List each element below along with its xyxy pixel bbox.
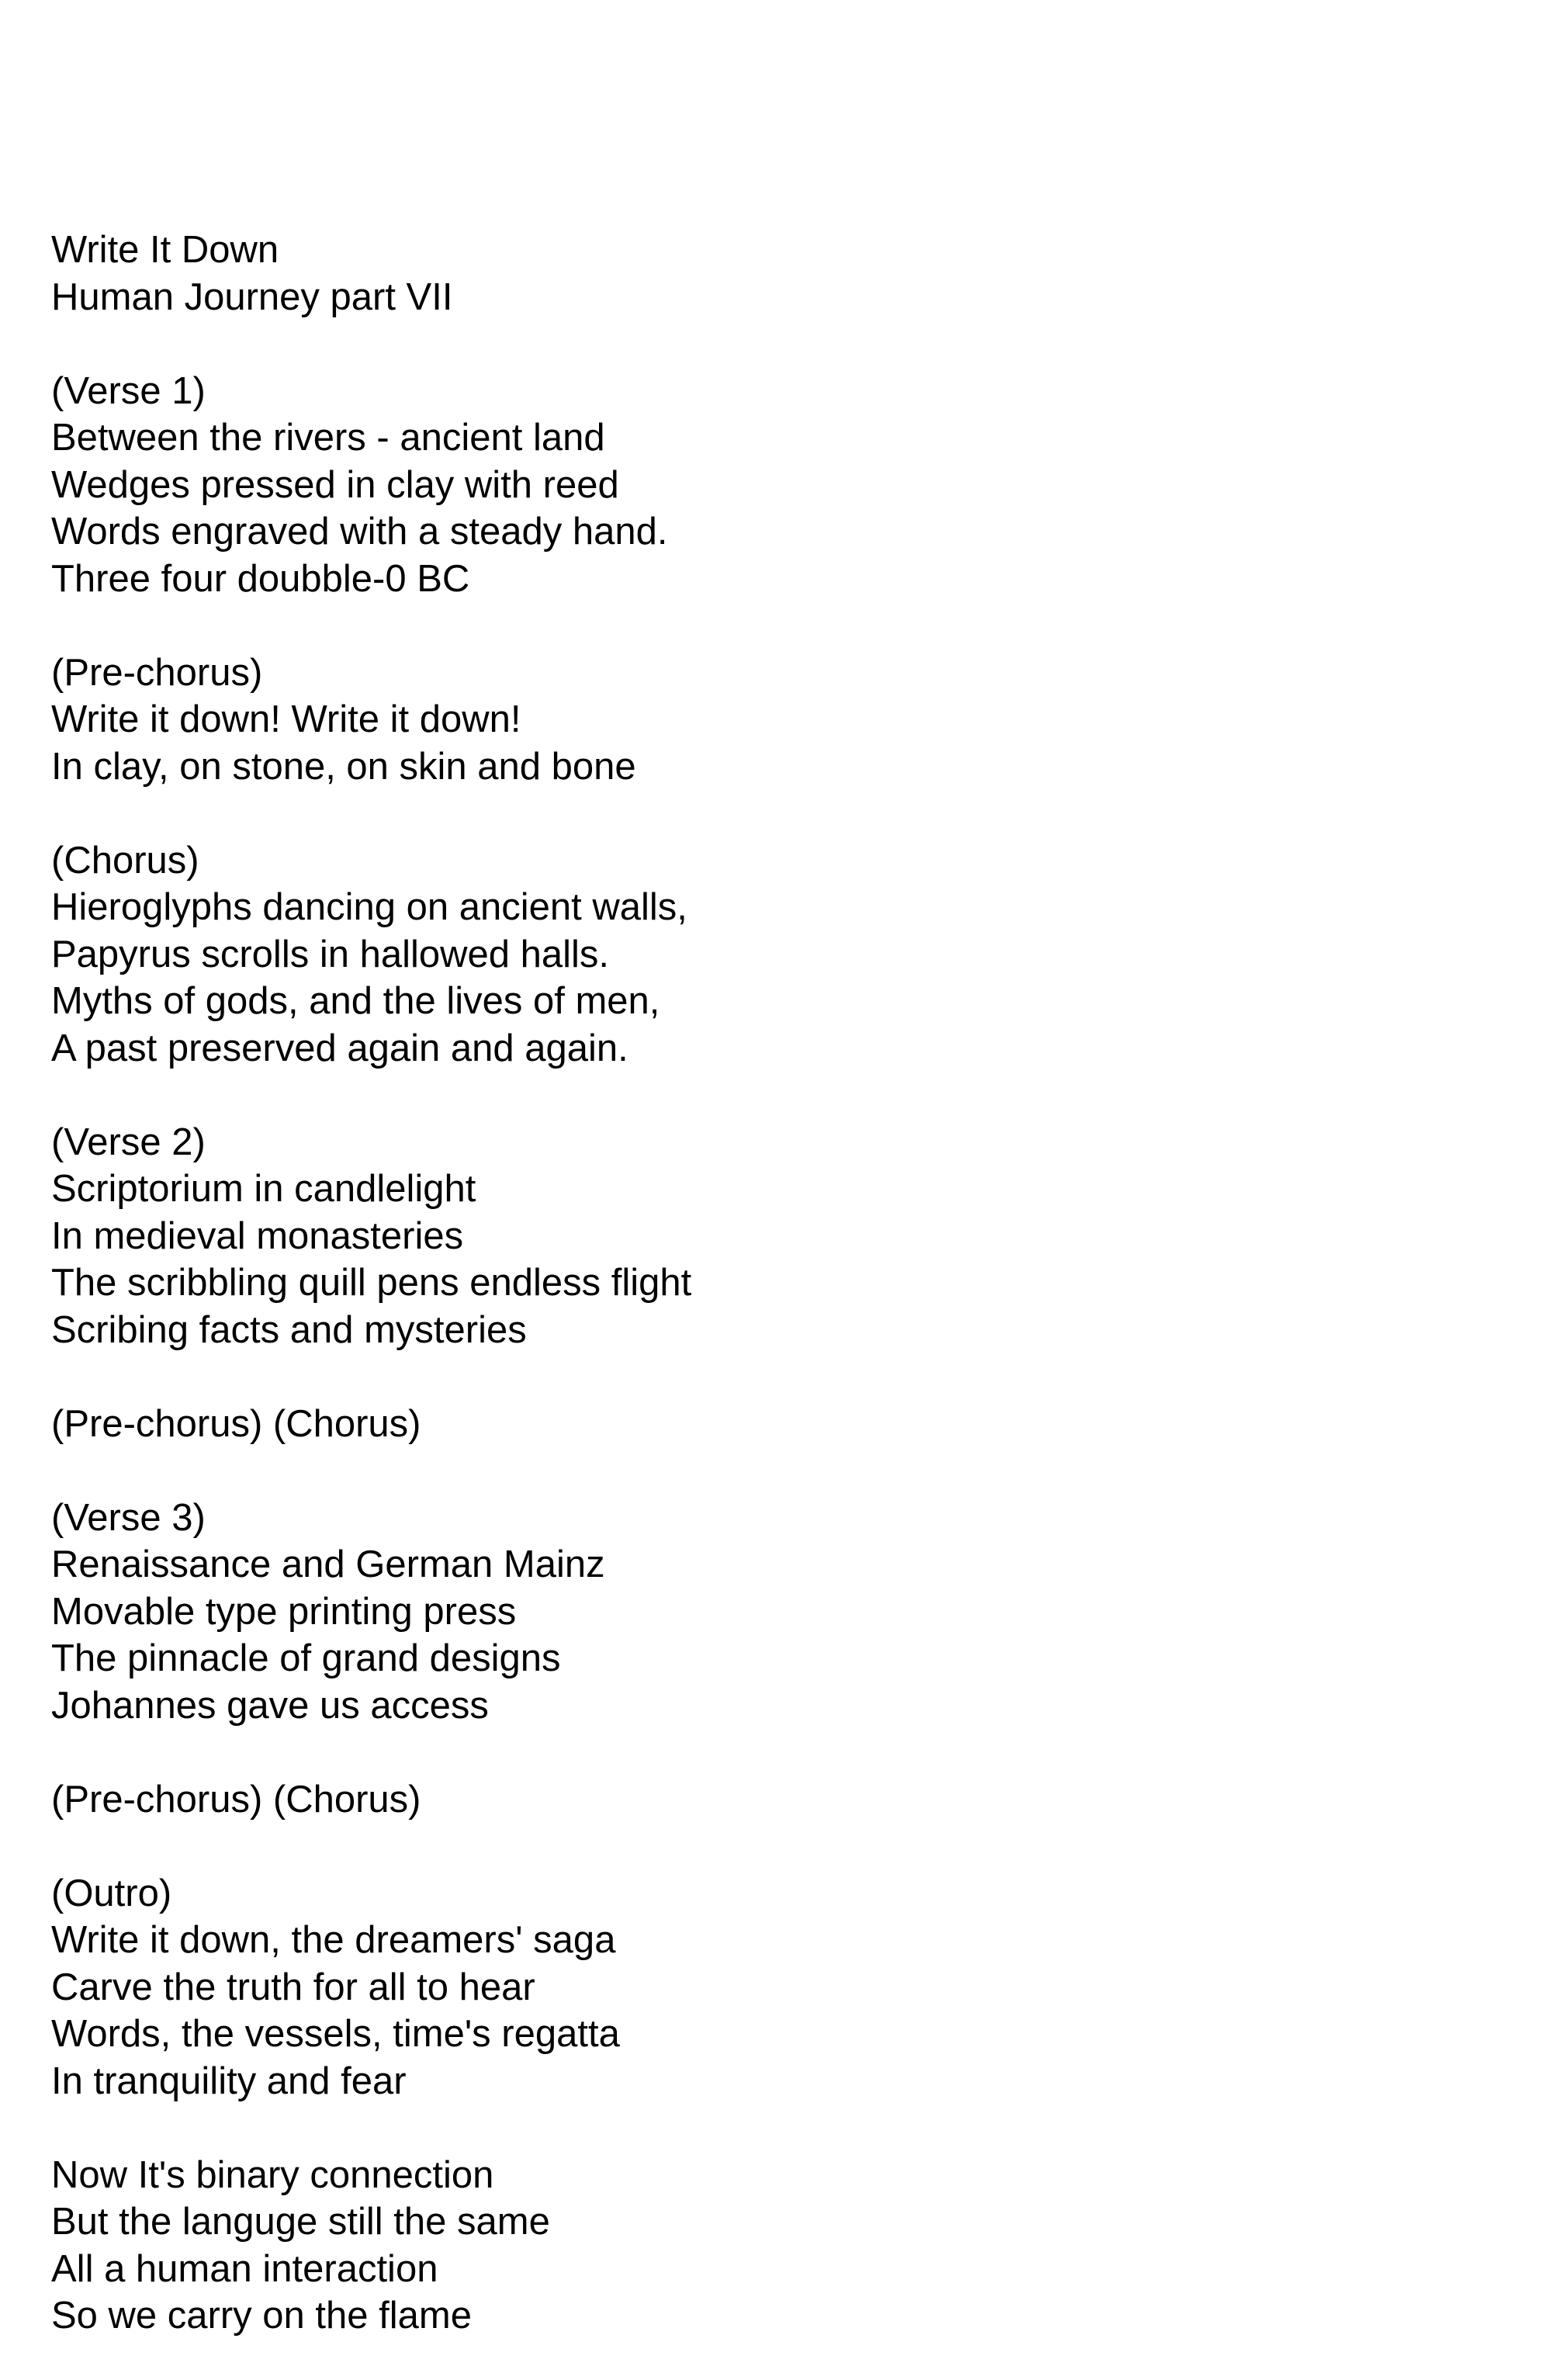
- lyric-line: In tranquility and fear: [51, 2060, 407, 2102]
- lyrics-document: [51, 227, 1494, 2340]
- stanza-gap: [51, 1447, 1494, 1495]
- section-label-repeat: (Pre-chorus) (Chorus): [51, 1778, 421, 1821]
- lyric-line: But the languge still the same: [51, 2201, 550, 2243]
- lyric-line: Between the rivers - ancient land: [51, 417, 605, 459]
- lyric-line: Johannes gave us access: [51, 1684, 489, 1727]
- lyric-line: A past preserved again and again.: [51, 1027, 628, 1069]
- lyric-line: Three four doubble-0 BC: [51, 557, 470, 600]
- section-label-outro: (Outro): [51, 1872, 172, 1914]
- lyric-line: Wedges pressed in clay with reed: [51, 463, 619, 506]
- lyric-line: Myths of gods, and the lives of men,: [51, 980, 660, 1022]
- section-label-chorus: (Chorus): [51, 839, 199, 882]
- section-label-verse-3: (Verse 3): [51, 1496, 206, 1539]
- lyric-line: The scribbling quill pens endless flight: [51, 1262, 692, 1304]
- lyric-line: The pinnacle of grand designs: [51, 1637, 561, 1679]
- lyric-line: In clay, on stone, on skin and bone: [51, 745, 636, 788]
- lyric-line: Movable type printing press: [51, 1590, 517, 1633]
- lyric-line: Write it down! Write it down!: [51, 698, 521, 740]
- lyric-line: All a human interaction: [51, 2247, 438, 2290]
- section-label-pre-chorus: (Pre-chorus): [51, 651, 263, 694]
- stanza-gap: [51, 320, 1494, 368]
- lyric-line: Now It's binary connection: [51, 2153, 494, 2196]
- section-label-verse-2: (Verse 2): [51, 1121, 206, 1163]
- lyric-line: Write it down, the dreamers' saga: [51, 1919, 616, 1961]
- lyric-line: Words engraved with a steady hand.: [51, 511, 668, 553]
- stanza-gap: [51, 2105, 1494, 2152]
- stanza-gap: [51, 1072, 1494, 1119]
- lyric-line: In medieval monasteries: [51, 1214, 464, 1257]
- lyric-line: So we carry on the flame: [51, 2295, 472, 2337]
- stanza-gap: [51, 1353, 1494, 1401]
- lyric-line: Scribing facts and mysteries: [51, 1308, 527, 1351]
- song-subtitle: Human Journey part VII: [51, 275, 453, 318]
- stanza-gap: [51, 1823, 1494, 1870]
- stanza-gap: [51, 1729, 1494, 1776]
- lyric-line: Carve the truth for all to hear: [51, 1966, 535, 2008]
- section-label-verse-1: (Verse 1): [51, 369, 206, 412]
- song-title: Write It Down: [51, 229, 279, 271]
- stanza-gap: [51, 602, 1494, 650]
- lyric-line: Scriptorium in candlelight: [51, 1168, 476, 1210]
- section-label-repeat: (Pre-chorus) (Chorus): [51, 1402, 421, 1445]
- lyric-line: Hieroglyphs dancing on ancient walls,: [51, 886, 687, 928]
- lyric-line: Papyrus scrolls in hallowed halls.: [51, 933, 609, 975]
- stanza-gap: [51, 790, 1494, 837]
- lyric-line: Words, the vessels, time's regatta: [51, 2013, 620, 2055]
- lyric-line: Renaissance and German Mainz: [51, 1543, 605, 1585]
